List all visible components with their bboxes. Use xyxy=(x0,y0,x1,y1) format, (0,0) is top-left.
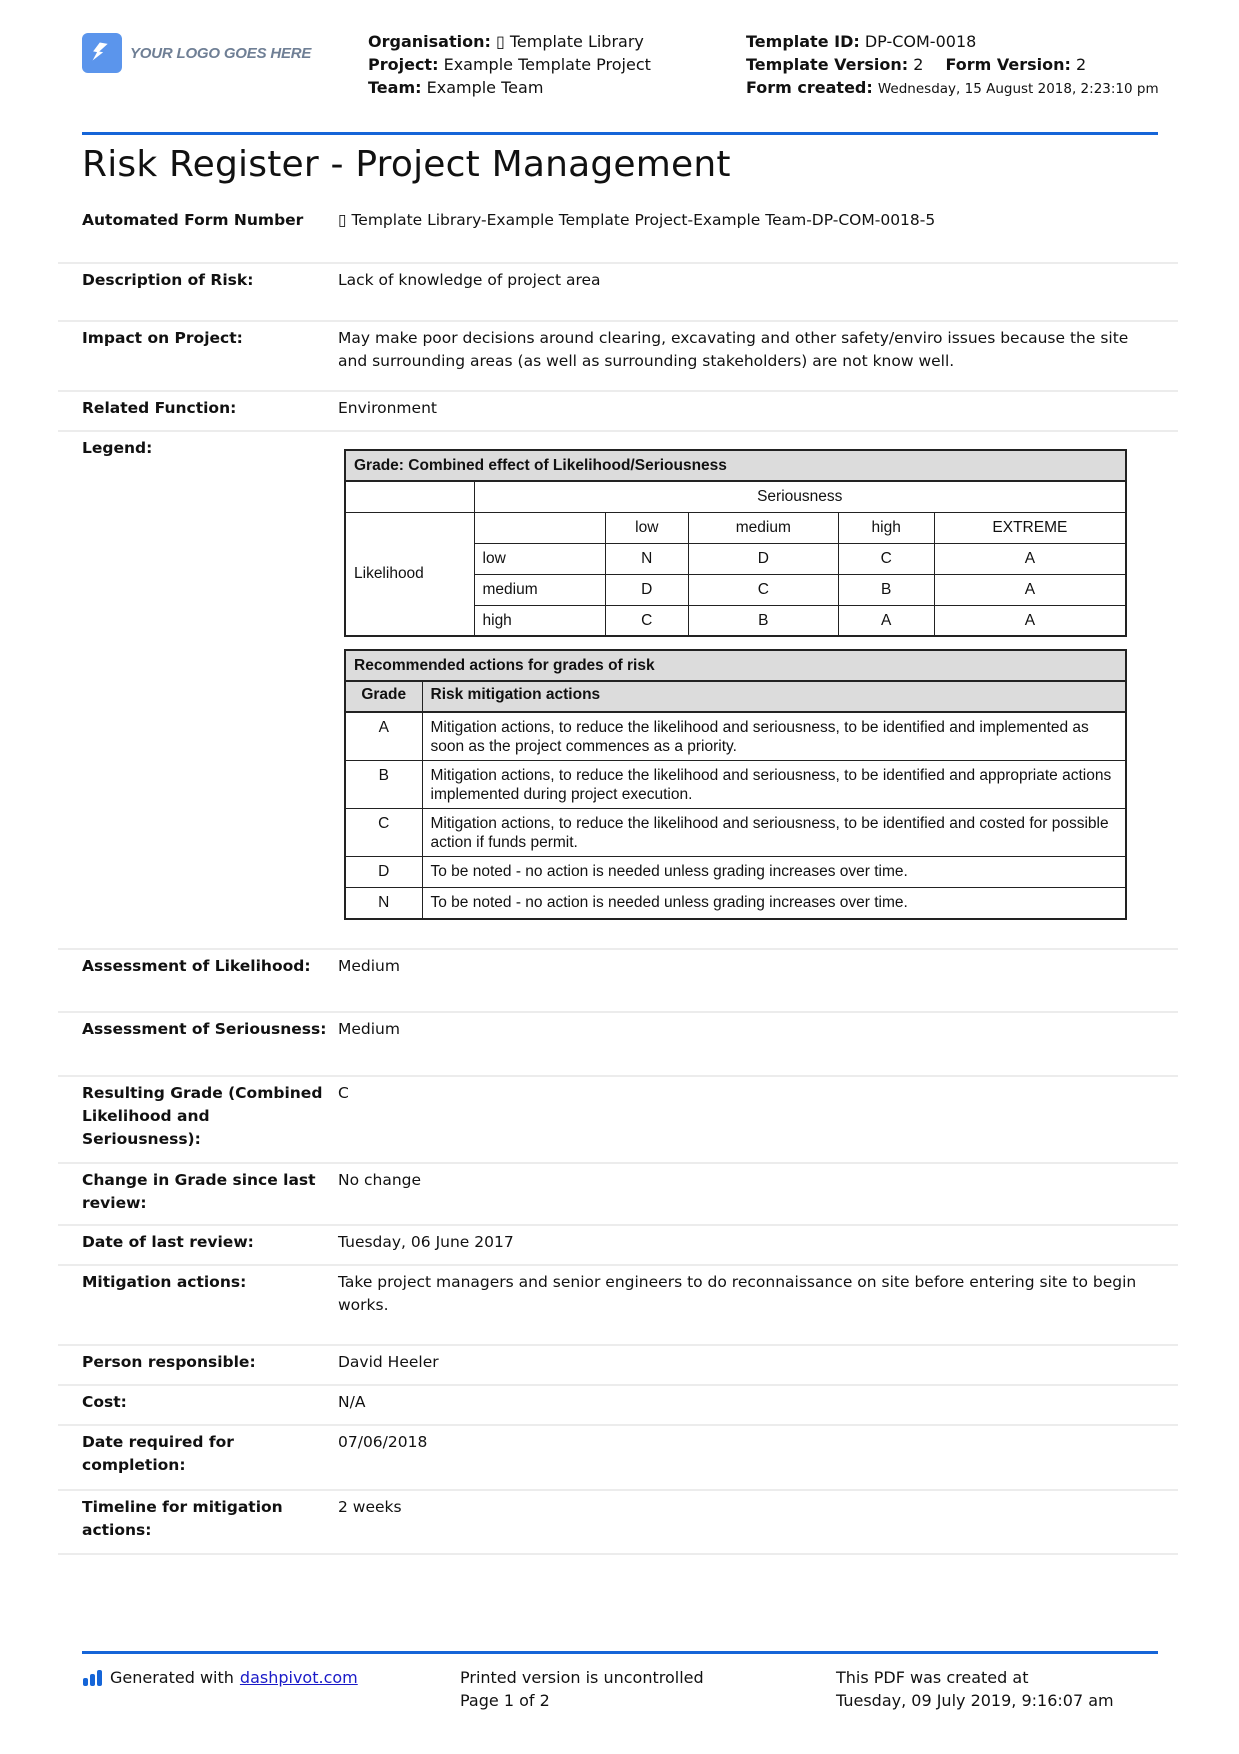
template-version-label: Template Version: xyxy=(746,55,909,74)
field-label: Related Function: xyxy=(82,399,237,417)
field-automated-form-number xyxy=(58,204,1178,264)
team-value: Example Team xyxy=(426,78,544,97)
field-value: Lack of knowledge of project area xyxy=(338,271,601,289)
actions-col-header: Risk mitigation actions xyxy=(422,681,1126,712)
field-timeline xyxy=(58,1491,1178,1555)
field-label: Assessment of Seriousness: xyxy=(82,1019,327,1038)
field-label: Timeline for mitigation actions: xyxy=(82,1497,283,1539)
form-fields xyxy=(58,204,1178,1555)
dashpivot-link[interactable]: dashpivot.com xyxy=(239,1668,358,1687)
seriousness-header: Seriousness xyxy=(474,481,1126,512)
field-value: 07/06/2018 xyxy=(338,1432,428,1451)
generated-with-text: Generated with xyxy=(110,1668,234,1687)
form-version-value: 2 xyxy=(1075,55,1087,74)
pdf-created-label: This PDF was created at xyxy=(836,1668,1029,1687)
grade-col-header: Grade xyxy=(345,681,422,712)
seriousness-col-extreme: EXTREME xyxy=(934,512,1126,543)
page-number: Page 1 of 2 xyxy=(460,1691,550,1710)
field-label: Change in Grade since last review: xyxy=(82,1170,316,1212)
field-label: Mitigation actions: xyxy=(82,1272,247,1291)
matrix-row-low: low N D C A xyxy=(345,543,1126,574)
field-label: Automated Form Number xyxy=(82,211,304,229)
field-value: C xyxy=(338,1083,349,1102)
field-label: Cost: xyxy=(82,1392,127,1411)
field-legend xyxy=(58,432,1178,950)
page-title: Risk Register - Project Management xyxy=(82,144,731,185)
field-date-of-last-review xyxy=(58,1226,1178,1266)
field-label: Person responsible: xyxy=(82,1352,256,1371)
matrix-row-medium: medium D C B A xyxy=(345,574,1126,605)
pdf-created-timestamp: Tuesday, 09 July 2019, 9:16:07 am xyxy=(836,1691,1114,1710)
field-assessment-of-likelihood xyxy=(58,950,1178,1013)
page-header xyxy=(82,30,1158,130)
likelihood-header: Likelihood xyxy=(345,512,474,636)
field-impact-on-project xyxy=(58,322,1178,392)
grade-matrix-table xyxy=(344,449,1127,637)
template-version-value: 2 xyxy=(913,55,924,74)
project-value: Example Template Project xyxy=(443,55,651,74)
field-value: N/A xyxy=(338,1392,366,1411)
organisation-info xyxy=(368,30,651,99)
company-logo xyxy=(82,33,311,73)
field-value: Tuesday, 06 June 2017 xyxy=(338,1232,514,1251)
field-value: 2 weeks xyxy=(338,1497,402,1516)
field-mitigation-actions xyxy=(58,1266,1178,1346)
field-date-required xyxy=(58,1426,1178,1491)
template-meta xyxy=(746,30,1166,101)
project-label: Project: xyxy=(368,55,439,74)
template-id-label: Template ID: xyxy=(746,32,860,51)
actions-row-a: A Mitigation actions, to reduce the likelihood and seriousness, to be identified and implemented as soon as the project commences as a priority. xyxy=(345,712,1126,761)
field-value: David Heeler xyxy=(338,1352,439,1371)
logo-icon xyxy=(82,33,122,73)
field-label: Assessment of Likelihood: xyxy=(82,956,311,975)
field-description-of-risk xyxy=(58,264,1178,322)
actions-row-b: B Mitigation actions, to reduce the likelihood and seriousness, to be identified and appropriate actions implemented during project execution. xyxy=(345,761,1126,809)
uncontrolled-notice: Printed version is uncontrolled xyxy=(460,1668,704,1687)
seriousness-col-medium: medium xyxy=(689,512,839,543)
grade-matrix-title: Grade: Combined effect of Likelihood/Seriousness xyxy=(345,450,1126,481)
matrix-row-high: high C B A A xyxy=(345,605,1126,636)
seriousness-col-high: high xyxy=(838,512,934,543)
legend-tables xyxy=(344,449,1127,920)
footer-divider xyxy=(82,1651,1158,1654)
organisation-label: Organisation: xyxy=(368,32,491,51)
template-id-value: DP-COM-0018 xyxy=(864,32,977,51)
organisation-value: ▯ Template Library xyxy=(495,32,644,51)
recommended-actions-table xyxy=(344,649,1127,920)
seriousness-col-low: low xyxy=(605,512,689,543)
chart-bars-icon xyxy=(82,1669,104,1687)
field-person-responsible xyxy=(58,1346,1178,1386)
field-value: ▯ Template Library-Example Template Project-Example Team-DP-COM-0018-5 xyxy=(338,211,936,229)
field-assessment-of-seriousness xyxy=(58,1013,1178,1077)
form-created-label: Form created: xyxy=(746,78,873,97)
field-resulting-grade xyxy=(58,1077,1178,1164)
field-label: Date required for completion: xyxy=(82,1432,234,1474)
form-created-value: Wednesday, 15 August 2018, 2:23:10 pm xyxy=(877,81,1159,97)
field-value: Take project managers and senior engineers to do reconnaissance on site before entering site to begin works. xyxy=(338,1272,1137,1314)
team-label: Team: xyxy=(368,78,422,97)
form-version-label: Form Version: xyxy=(945,55,1071,74)
field-value: No change xyxy=(338,1170,422,1189)
field-value: Medium xyxy=(338,956,400,975)
field-value: Medium xyxy=(338,1019,400,1038)
field-cost xyxy=(58,1386,1178,1426)
field-label: Impact on Project: xyxy=(82,329,243,347)
actions-row-c: C Mitigation actions, to reduce the likelihood and seriousness, to be identified and costed for possible action if funds permit. xyxy=(345,809,1126,857)
field-label: Resulting Grade (Combined Likelihood and Seriousness): xyxy=(82,1083,323,1148)
field-value: Environment xyxy=(338,399,437,417)
header-divider xyxy=(82,132,1158,135)
field-value: May make poor decisions around clearing, excavating and other safety/enviro issues because the site and surrounding areas (as well as surrounding stakeholders) are not know well. xyxy=(338,329,1129,370)
logo-text: YOUR LOGO GOES HERE xyxy=(130,44,312,62)
actions-row-d: D To be noted - no action is needed unless grading increases over time. xyxy=(345,857,1126,888)
field-label: Description of Risk: xyxy=(82,271,254,289)
actions-row-n: N To be noted - no action is needed unless grading increases over time. xyxy=(345,888,1126,919)
actions-table-title: Recommended actions for grades of risk xyxy=(345,650,1126,681)
field-change-in-grade xyxy=(58,1164,1178,1226)
field-related-function xyxy=(58,392,1178,432)
field-label: Legend: xyxy=(82,439,153,457)
field-label: Date of last review: xyxy=(82,1232,254,1251)
